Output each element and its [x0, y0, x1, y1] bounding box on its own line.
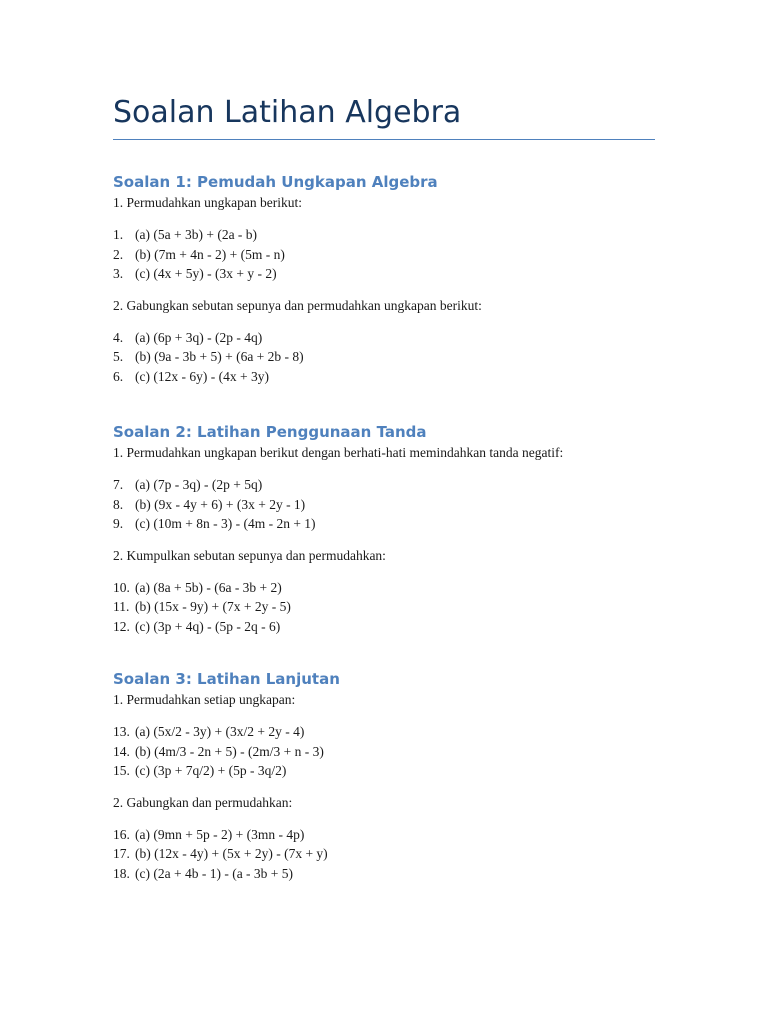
question-item	[113, 617, 673, 637]
question-item	[113, 578, 673, 598]
question-number: 11.	[113, 599, 130, 614]
question-text: (a) (9mn + 5p - 2) + (3mn - 4p)	[135, 826, 305, 842]
question-text: (a) (5a + 3b) + (2a - b)	[135, 227, 258, 242]
question-text: (a) (5x/2 - 3y) + (3x/2 + 2y - 4)	[135, 724, 305, 739]
question-text: (c) (3p + 4q) - (5p - 2q - 6)	[135, 618, 281, 634]
question-number: 5.	[113, 349, 124, 364]
question-number: 8.	[113, 496, 124, 512]
question-number: 7.	[113, 477, 124, 492]
question-list	[113, 225, 673, 284]
question-list	[113, 722, 673, 781]
instruction: 2. Kumpulkan sebutan sepunya dan permudahkan:	[113, 547, 386, 563]
question-item	[113, 225, 673, 245]
instruction: 1. Permudahkan setiap ungkapan:	[113, 692, 296, 707]
question-number: 18.	[113, 865, 130, 881]
question-text: (a) (6p + 3q) - (2p - 4q)	[135, 329, 263, 345]
question-number: 13.	[113, 724, 130, 739]
instruction: 2. Gabungkan dan permudahkan:	[113, 794, 293, 810]
question-item	[113, 367, 673, 387]
section-soalan-3	[113, 668, 673, 883]
question-item	[113, 844, 673, 864]
question-list	[113, 578, 673, 637]
question-text: (b) (7m + 4n - 2) + (5m - n)	[135, 246, 285, 262]
question-item	[113, 347, 673, 367]
question-list	[113, 825, 673, 884]
question-number: 12.	[113, 618, 130, 634]
question-text: (c) (3p + 7q/2) + (5p - 3q/2)	[135, 763, 287, 778]
question-item	[113, 264, 673, 284]
question-number: 16.	[113, 826, 130, 842]
section-heading: Soalan 1: Pemudah Ungkapan Algebra	[113, 173, 438, 191]
question-text: (b) (15x - 9y) + (7x + 2y - 5)	[135, 599, 291, 614]
section-soalan-2	[113, 421, 673, 636]
question-item	[113, 825, 673, 845]
question-text: (b) (12x - 4y) + (5x + 2y) - (7x + y)	[135, 846, 328, 861]
question-number: 14.	[113, 743, 130, 759]
instruction: 2. Gabungkan sebutan sepunya dan permudahkan ungkapan berikut:	[113, 297, 482, 313]
section-heading: Soalan 2: Latihan Penggunaan Tanda	[113, 423, 427, 441]
question-number: 9.	[113, 516, 124, 531]
question-item	[113, 475, 673, 495]
question-item	[113, 495, 673, 515]
question-item	[113, 742, 673, 762]
question-item	[113, 864, 673, 884]
instruction: 1. Permudahkan ungkapan berikut dengan berhati-hati memindahkan tanda negatif:	[113, 445, 564, 460]
question-number: 1.	[113, 227, 124, 242]
section-soalan-1	[113, 171, 673, 386]
question-number: 3.	[113, 266, 124, 281]
question-text: (c) (4x + 5y) - (3x + y - 2)	[135, 266, 277, 281]
question-number: 15.	[113, 763, 130, 778]
title-underline	[113, 139, 655, 140]
question-text: (c) (2a + 4b - 1) - (a - 3b + 5)	[135, 865, 294, 881]
question-text: (b) (4m/3 - 2n + 5) - (2m/3 + n - 3)	[135, 743, 324, 759]
question-number: 4.	[113, 329, 124, 345]
question-number: 10.	[113, 579, 130, 595]
question-item	[113, 761, 673, 781]
question-text: (a) (8a + 5b) - (6a - 3b + 2)	[135, 579, 282, 595]
question-item	[113, 245, 673, 265]
question-text: (c) (12x - 6y) - (4x + 3y)	[135, 368, 269, 384]
question-text: (a) (7p - 3q) - (2p + 5q)	[135, 477, 263, 492]
question-item	[113, 597, 673, 617]
question-text: (c) (10m + 8n - 3) - (4m - 2n + 1)	[135, 516, 316, 531]
document-title: Soalan Latihan Algebra	[113, 95, 462, 130]
question-text: (b) (9x - 4y + 6) + (3x + 2y - 1)	[135, 496, 306, 512]
instruction: 1. Permudahkan ungkapan berikut:	[113, 195, 302, 210]
question-item	[113, 722, 673, 742]
section-heading: Soalan 3: Latihan Lanjutan	[113, 670, 340, 688]
question-text: (b) (9a - 3b + 5) + (6a + 2b - 8)	[135, 349, 304, 364]
question-number: 2.	[113, 246, 124, 262]
question-list	[113, 475, 673, 534]
question-number: 6.	[113, 368, 124, 384]
question-item	[113, 514, 673, 534]
question-item	[113, 328, 673, 348]
question-number: 17.	[113, 846, 130, 861]
question-list	[113, 328, 673, 387]
